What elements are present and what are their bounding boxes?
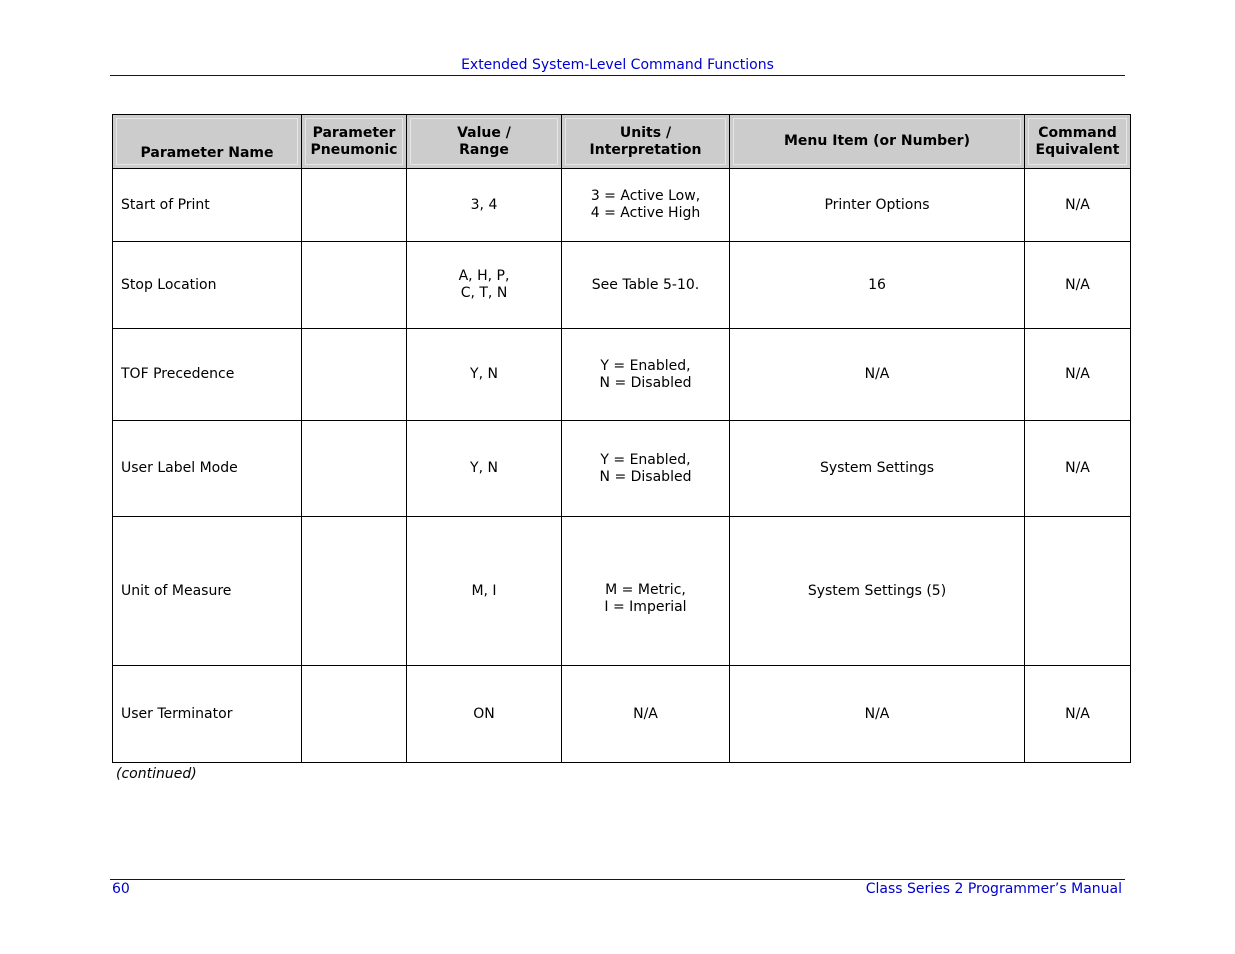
cell-units-interpretation: Y = Enabled, N = Disabled <box>562 421 730 517</box>
cell-menu-item: System Settings <box>730 421 1025 517</box>
cell-command-equivalent: N/A <box>1025 421 1131 517</box>
header-command-equivalent: Command Equivalent <box>1025 115 1131 169</box>
continued-note: (continued) <box>116 766 197 782</box>
cell-units-interpretation: 3 = Active Low, 4 = Active High <box>562 169 730 242</box>
cell-menu-item: N/A <box>730 666 1025 763</box>
header-menu-item: Menu Item (or Number) <box>730 115 1025 169</box>
cell-parameter-name: Stop Location <box>113 242 302 329</box>
table-row <box>113 242 1131 329</box>
cell-units-interpretation: M = Metric, I = Imperial <box>562 517 730 666</box>
header-value-range: Value / Range <box>407 115 562 169</box>
cell-units-interpretation: See Table 5-10. <box>562 242 730 329</box>
cell-parameter-pneumonic <box>302 169 407 242</box>
cell-parameter-pneumonic <box>302 421 407 517</box>
cell-value-range: Y, N <box>407 421 562 517</box>
cell-parameter-pneumonic <box>302 517 407 666</box>
cell-command-equivalent: N/A <box>1025 242 1131 329</box>
cell-parameter-name: Start of Print <box>113 169 302 242</box>
header-parameter-name: Parameter Name <box>113 115 302 169</box>
header-parameter-pneumonic: Parameter Pneumonic <box>302 115 407 169</box>
cell-parameter-pneumonic <box>302 666 407 763</box>
cell-parameter-name: TOF Precedence <box>113 329 302 421</box>
cell-menu-item: 16 <box>730 242 1025 329</box>
cell-parameter-name: Unit of Measure <box>113 517 302 666</box>
cell-menu-item: N/A <box>730 329 1025 421</box>
cell-parameter-pneumonic <box>302 242 407 329</box>
cell-command-equivalent: N/A <box>1025 666 1131 763</box>
parameters-table <box>112 114 1131 763</box>
cell-command-equivalent: N/A <box>1025 329 1131 421</box>
cell-value-range: ON <box>407 666 562 763</box>
cell-value-range: Y, N <box>407 329 562 421</box>
cell-command-equivalent: N/A <box>1025 169 1131 242</box>
table-row <box>113 666 1131 763</box>
table-row <box>113 421 1131 517</box>
running-header: Extended System-Level Command Functions <box>461 57 774 73</box>
cell-menu-item: System Settings (5) <box>730 517 1025 666</box>
cell-command-equivalent <box>1025 517 1131 666</box>
table-row <box>113 329 1131 421</box>
table-row <box>113 517 1131 666</box>
cell-menu-item: Printer Options <box>730 169 1025 242</box>
cell-value-range: M, I <box>407 517 562 666</box>
header-rule <box>110 75 1125 76</box>
cell-parameter-name: User Label Mode <box>113 421 302 517</box>
cell-value-range: A, H, P, C, T, N <box>407 242 562 329</box>
cell-units-interpretation: Y = Enabled, N = Disabled <box>562 329 730 421</box>
cell-parameter-name: User Terminator <box>113 666 302 763</box>
table-header-row <box>113 115 1131 169</box>
header-units-interpretation: Units / Interpretation <box>562 115 730 169</box>
page-number: 60 <box>112 881 130 897</box>
manual-title: Class Series 2 Programmer’s Manual <box>865 881 1122 897</box>
cell-value-range: 3, 4 <box>407 169 562 242</box>
cell-parameter-pneumonic <box>302 329 407 421</box>
cell-units-interpretation: N/A <box>562 666 730 763</box>
table-row <box>113 169 1131 242</box>
